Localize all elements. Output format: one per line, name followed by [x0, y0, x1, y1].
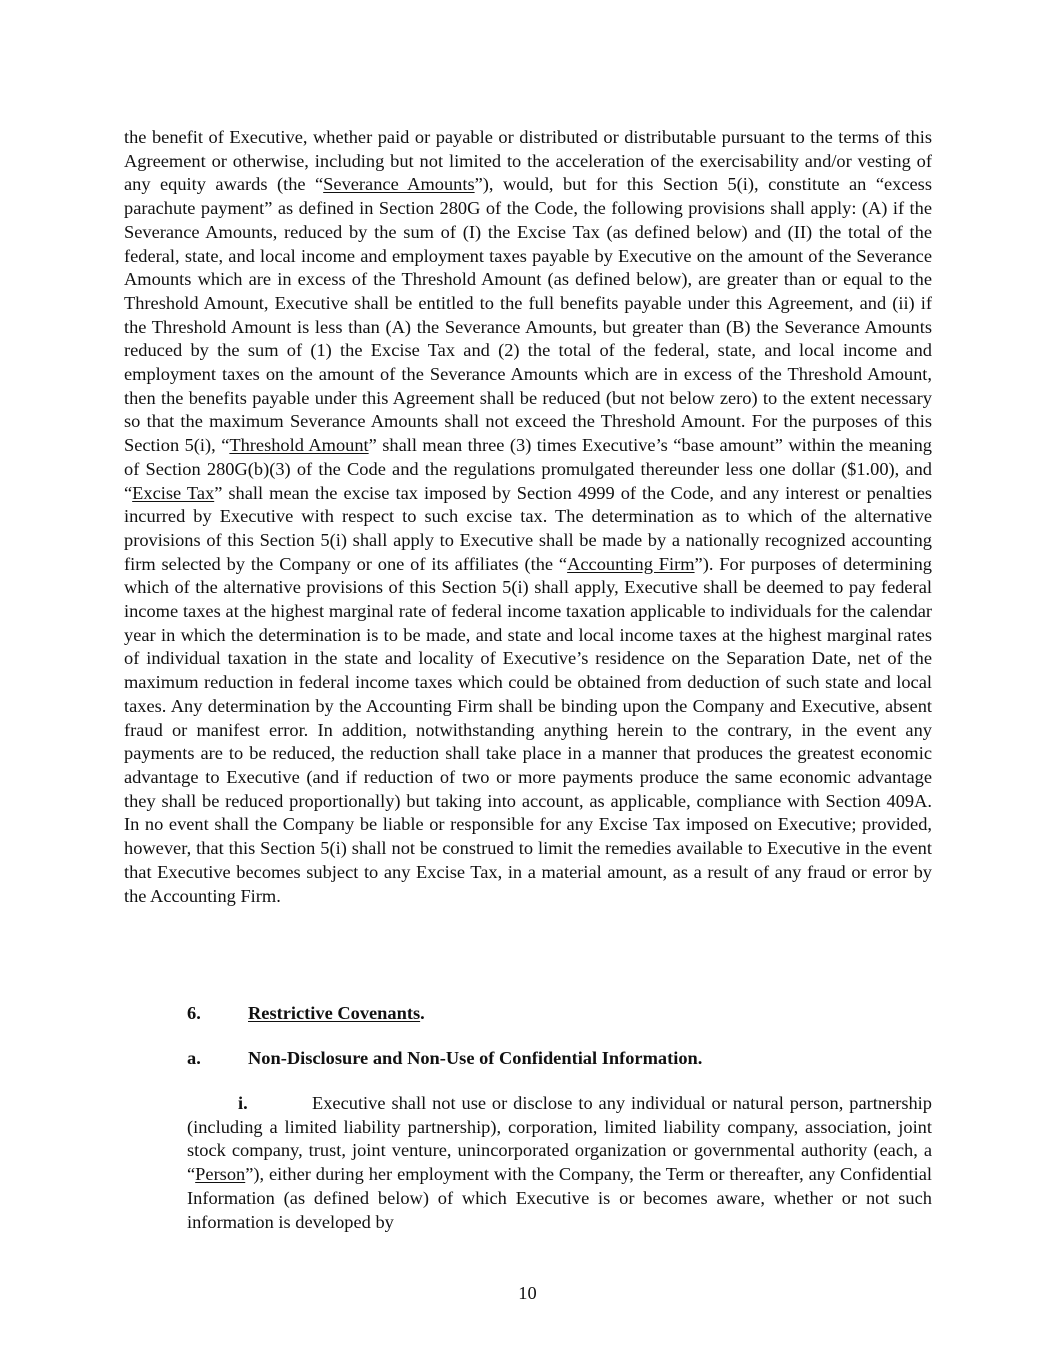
section-6-heading: [187, 1002, 425, 1026]
paragraph-text: ” shall mean the excise tax imposed by Section 4999 of the Code, and any interest or penalties incurred by Executive with respect to such excise tax. The determination as to which of the alternative provisions of this Section 5(i) shall apply to Executive shall be made by a nationally recognized accounting firm selected by the Company or one of its affiliates (the “: [124, 482, 933, 574]
section-title: Restrictive Covenants: [248, 1003, 421, 1023]
severance-continuation-paragraph: [124, 126, 932, 908]
defined-term-threshold-amount: Threshold Amount: [229, 435, 369, 456]
subsection-a-heading: [187, 1047, 702, 1071]
subsection-title: Non-Disclosure and Non-Use of Confidential Information.: [248, 1048, 703, 1068]
paragraph-text: ”). For purposes of determining which of the alternative provisions of this Section 5(i) shall apply, Executive shall be deemed to pay federal income taxes at the highest marginal rate of federal income taxation applicable to individuals for the calendar year in which the determination is to be made, and state and local income taxes at the highest marginal rates of individual taxation in the state and locality of Executive’s residence on the Separation Date, net of the maximum reduction in federal income taxes which could be obtained from deduction of such state and local taxes. Any determination by the Accounting Firm shall be binding upon the Company and Executive, absent fraud or manifest error. In addition, notwithstanding anything herein to the contrary, in the event any payments are to be reduced, the reduction shall take place in a manner that produces the greatest economic advantage to Executive (and if reduction of two or more payments produce the same economic advantage they shall be reduced proportionally) but taking into account, as applicable, compliance with Section 409A. In no event shall the Company be liable or responsible for any Excise Tax imposed on Executive; provided, however, that this Section 5(i) shall not be construed to limit the remedies available to Executive in the event that Executive becomes subject to any Excise Tax, in a material amount, as a result of any fraud or error by the Accounting Firm.: [124, 553, 933, 906]
defined-term-excise-tax: Excise Tax: [132, 482, 215, 503]
clause-text: Executive shall not use or disclose to any individual or natural person, partnership (including a limited liability partnership), corporation, limited liability company, association, joint stock company, trust, joint venture, unincorporated organization or governmental authority (each, a “: [187, 1093, 932, 1185]
page-number: 10: [518, 1283, 537, 1303]
clause-number: i.: [238, 1093, 248, 1113]
paragraph-text: ”), would, but for this Section 5(i), constitute an “excess parachute payment” as defined in Section 280G of the Code, the following provisions shall apply: (A) if the Severance Amounts, reduced by the sum of (I) the Excise Tax (as defined below) and (II) the total of the federal, state, and local income and employment taxes payable by Executive on the amount of the Severance Amounts which are in excess of the Threshold Amount (as defined below), are greater than or equal to the Threshold Amount, Executive shall be entitled to the full benefits payable under this Agreement, and (ii) if the Threshold Amount is less than (A) the Severance Amounts, but greater than (B) the Severance Amounts reduced by the sum of (1) the Excise Tax and (2) the total of the federal, state, and local income and employment taxes on the amount of the Severance Amounts which are in excess of the Threshold Amount, then the benefits payable under this Agreement shall be reduced (but not below zero) to the extent necessary so that the maximum Severance Amounts shall not exceed the Threshold Amount. For the purposes of this Section 5(i), “: [124, 174, 932, 456]
defined-term-accounting-firm: Accounting Firm: [567, 553, 695, 574]
paragraph-text: ” shall mean three (3) times Executive’s “base amount” within the meaning of Section 280G(b)(3) of the Code and the regulations promulgated thereunder less one dollar ($1.00), and “: [124, 435, 932, 503]
clause-text: ”), either during her employment with the Company, the Term or thereafter, any Confidential Information (as defined below) of which Executive is or becomes aware, whether or not such information is developed by: [187, 1164, 932, 1232]
subsection-letter: a.: [187, 1048, 201, 1068]
clause-i-paragraph: [187, 1092, 932, 1234]
section-number: 6.: [187, 1003, 201, 1023]
section-title-period: .: [420, 1003, 425, 1023]
defined-term-person: Person: [195, 1164, 246, 1185]
paragraph-text: the benefit of Executive, whether paid or payable or distributed or distributable pursuant to the terms of this Agreement or otherwise, including but not limited to the acceleration of the exercisability and/or vesting of any equity awards (the “: [124, 127, 932, 195]
defined-term-severance-amounts: Severance Amounts: [323, 174, 475, 195]
